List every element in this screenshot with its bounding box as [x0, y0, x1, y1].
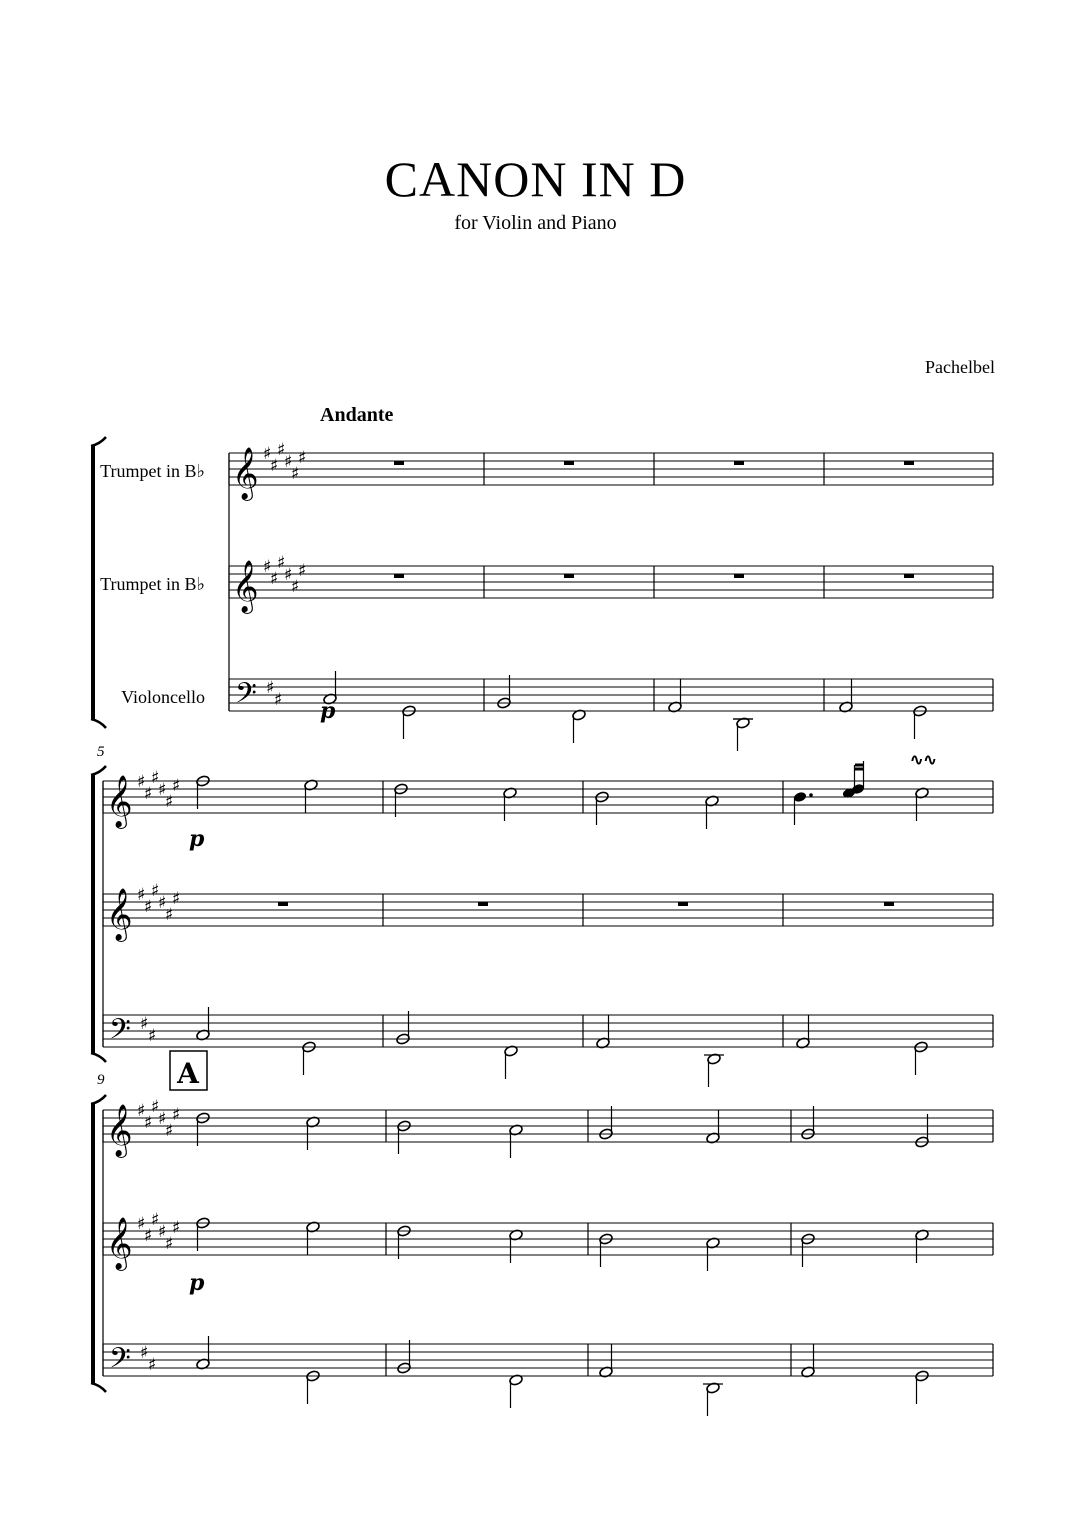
whole-rest-icon: [734, 574, 744, 578]
key-signature-sharp-icon: ♯: [165, 1121, 174, 1141]
whole-rest-icon: [394, 461, 404, 465]
key-signature-sharp-icon: ♯: [172, 889, 181, 909]
key-signature-sharp-icon: ♯: [140, 1343, 149, 1363]
instrument-label-cello: Violoncello: [121, 687, 205, 707]
score-subtitle: for Violin and Piano: [454, 212, 617, 234]
bracket-bottom-hook: [91, 1383, 106, 1392]
whole-rest-icon: [278, 902, 288, 906]
key-signature-sharp-icon: ♯: [151, 1097, 160, 1117]
whole-rest-icon: [734, 461, 744, 465]
key-signature-sharp-icon: ♯: [144, 1226, 153, 1246]
whole-rest-icon: [564, 574, 574, 578]
key-signature-sharp-icon: ♯: [291, 464, 300, 484]
augmentation-dot: [809, 793, 813, 797]
treble-clef-icon: 𝄞: [106, 887, 133, 940]
treble-clef-icon: 𝄞: [106, 774, 133, 827]
key-signature-sharp-icon: ♯: [298, 561, 307, 581]
score-title: CANON IN D: [384, 151, 687, 207]
key-signature-sharp-icon: ♯: [148, 1026, 157, 1046]
composer-name: Pachelbel: [925, 357, 995, 377]
key-signature-sharp-icon: ♯: [158, 1109, 167, 1129]
key-signature-sharp-icon: ♯: [137, 885, 146, 905]
whole-rest-icon: [678, 902, 688, 906]
key-signature-sharp-icon: ♯: [148, 1355, 157, 1375]
key-signature-sharp-icon: ♯: [151, 768, 160, 788]
key-signature-sharp-icon: ♯: [263, 444, 272, 464]
measure-number-9: 9: [97, 1072, 105, 1088]
key-signature-sharp-icon: ♯: [158, 1222, 167, 1242]
bass-clef-icon: 𝄢: [109, 1013, 131, 1053]
key-signature-sharp-icon: ♯: [172, 1105, 181, 1125]
instrument-label-trumpet-2: Trumpet in B♭: [100, 574, 205, 594]
key-signature-sharp-icon: ♯: [274, 690, 283, 710]
bracket-top-hook: [91, 1095, 106, 1104]
dynamic-piano-marking: p: [189, 826, 205, 852]
key-signature-sharp-icon: ♯: [137, 772, 146, 792]
key-signature-sharp-icon: ♯: [291, 577, 300, 597]
bracket-top-hook: [91, 766, 106, 775]
bass-clef-icon: 𝄢: [235, 677, 257, 717]
key-signature-sharp-icon: ♯: [277, 553, 286, 573]
dynamic-piano-marking: p: [320, 698, 336, 724]
key-signature-sharp-icon: ♯: [144, 897, 153, 917]
key-signature-sharp-icon: ♯: [137, 1214, 146, 1234]
key-signature-sharp-icon: ♯: [165, 1234, 174, 1254]
treble-clef-icon: 𝄞: [232, 559, 259, 612]
key-signature-sharp-icon: ♯: [172, 776, 181, 796]
key-signature-sharp-icon: ♯: [151, 1210, 160, 1230]
rehearsal-mark-letter: A: [177, 1057, 199, 1090]
whole-rest-icon: [904, 461, 914, 465]
whole-rest-icon: [394, 574, 404, 578]
whole-rest-icon: [884, 902, 894, 906]
treble-clef-icon: 𝄞: [106, 1216, 133, 1269]
key-signature-sharp-icon: ♯: [144, 784, 153, 804]
key-signature-sharp-icon: ♯: [263, 557, 272, 577]
key-signature-sharp-icon: ♯: [284, 452, 293, 472]
whole-rest-icon: [478, 902, 488, 906]
key-signature-sharp-icon: ♯: [137, 1101, 146, 1121]
key-signature-sharp-icon: ♯: [165, 792, 174, 812]
treble-clef-icon: 𝄞: [232, 446, 259, 499]
key-signature-sharp-icon: ♯: [140, 1014, 149, 1034]
instrument-label-trumpet-1: Trumpet in B♭: [100, 461, 205, 481]
bracket-bottom-hook: [91, 1053, 106, 1062]
key-signature-sharp-icon: ♯: [298, 448, 307, 468]
key-signature-sharp-icon: ♯: [266, 678, 275, 698]
key-signature-sharp-icon: ♯: [151, 881, 160, 901]
key-signature-sharp-icon: ♯: [270, 569, 279, 589]
key-signature-sharp-icon: ♯: [172, 1218, 181, 1238]
bass-clef-icon: 𝄢: [109, 1342, 131, 1382]
dynamic-piano-marking: p: [189, 1270, 205, 1296]
key-signature-sharp-icon: ♯: [158, 893, 167, 913]
trill-ornament-icon: ∿∿: [910, 750, 937, 769]
measure-number-5: 5: [97, 744, 105, 760]
tempo-marking: Andante: [320, 404, 394, 426]
key-signature-sharp-icon: ♯: [165, 905, 174, 925]
treble-clef-icon: 𝄞: [106, 1103, 133, 1156]
key-signature-sharp-icon: ♯: [158, 780, 167, 800]
key-signature-sharp-icon: ♯: [144, 1113, 153, 1133]
key-signature-sharp-icon: ♯: [270, 456, 279, 476]
key-signature-sharp-icon: ♯: [284, 565, 293, 585]
key-signature-sharp-icon: ♯: [277, 440, 286, 460]
bracket-bottom-hook: [91, 719, 106, 728]
bracket-top-hook: [91, 437, 106, 446]
whole-rest-icon: [904, 574, 914, 578]
whole-rest-icon: [564, 461, 574, 465]
